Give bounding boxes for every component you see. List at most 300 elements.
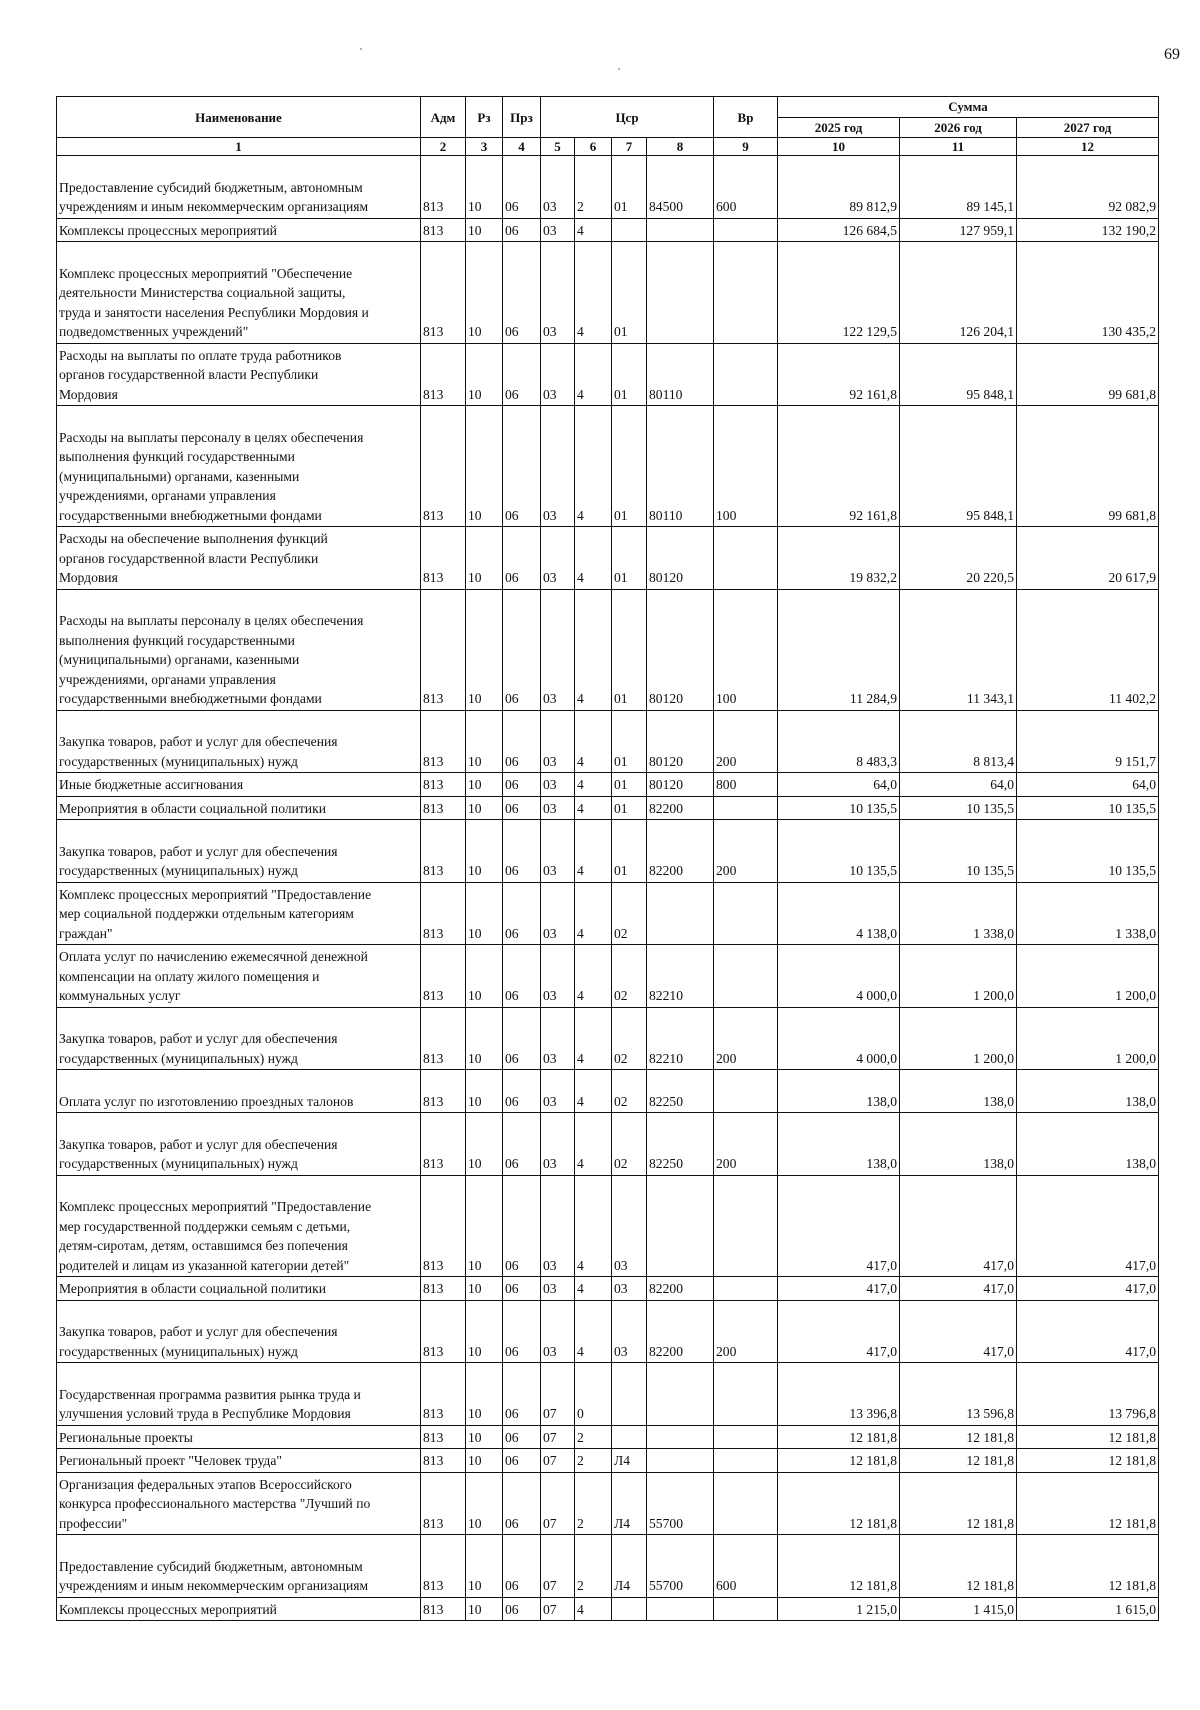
row-name xyxy=(57,882,421,945)
row-name xyxy=(57,796,421,820)
row-sum-2027: 20 617,9 xyxy=(1017,527,1159,590)
row-csr-8: 55700 xyxy=(647,1535,714,1598)
table-row xyxy=(57,773,1159,797)
row-csr-6: 4 xyxy=(575,343,612,406)
table-row xyxy=(57,156,1159,219)
row-csr-5: 03 xyxy=(541,156,575,219)
row-csr-7: 01 xyxy=(612,156,647,219)
scan-speck xyxy=(360,48,362,50)
row-sum-2025: 4 000,0 xyxy=(778,1007,900,1070)
row-csr-7: 01 xyxy=(612,406,647,527)
table-row xyxy=(57,1070,1159,1113)
table-row xyxy=(57,1363,1159,1426)
row-vr: 600 xyxy=(714,156,778,219)
row-csr-6: 4 xyxy=(575,1113,612,1176)
row-csr-8 xyxy=(647,1175,714,1277)
table-row xyxy=(57,882,1159,945)
row-name xyxy=(57,1277,421,1301)
row-rz: 10 xyxy=(466,343,503,406)
row-sum-2027: 10 135,5 xyxy=(1017,820,1159,883)
table-row xyxy=(57,406,1159,527)
row-adm: 813 xyxy=(421,820,466,883)
row-adm: 813 xyxy=(421,710,466,773)
row-name-line: Региональный проект "Человек труда" xyxy=(59,1453,282,1468)
row-name-line: Комплекс процессных мероприятий "Предоставление xyxy=(59,886,372,902)
row-prz: 06 xyxy=(503,820,541,883)
row-sum-2027: 92 082,9 xyxy=(1017,156,1159,219)
table-row xyxy=(57,1425,1159,1449)
row-rz: 10 xyxy=(466,1425,503,1449)
row-sum-2027: 11 402,2 xyxy=(1017,589,1159,710)
row-name xyxy=(57,1300,421,1363)
row-csr-7: 01 xyxy=(612,589,647,710)
row-sum-2026: 8 813,4 xyxy=(900,710,1017,773)
row-name xyxy=(57,1070,421,1113)
row-name xyxy=(57,1175,421,1277)
row-rz: 10 xyxy=(466,1300,503,1363)
row-sum-2025: 138,0 xyxy=(778,1113,900,1176)
row-csr-7: 01 xyxy=(612,710,647,773)
row-name-line: Иные бюджетные ассигнования xyxy=(59,777,244,792)
row-csr-5: 03 xyxy=(541,218,575,242)
row-name xyxy=(57,406,421,527)
row-sum-2025: 13 396,8 xyxy=(778,1363,900,1426)
table-row xyxy=(57,1472,1159,1535)
row-adm: 813 xyxy=(421,1363,466,1426)
row-csr-6: 4 xyxy=(575,1597,612,1621)
row-adm: 813 xyxy=(421,1175,466,1277)
row-sum-2025: 4 000,0 xyxy=(778,945,900,1008)
row-vr: 200 xyxy=(714,710,778,773)
row-vr: 200 xyxy=(714,820,778,883)
row-vr xyxy=(714,882,778,945)
row-name xyxy=(57,1449,421,1473)
row-prz: 06 xyxy=(503,1113,541,1176)
row-csr-5: 03 xyxy=(541,343,575,406)
row-sum-2027: 417,0 xyxy=(1017,1277,1159,1301)
row-name-line: государственных (муниципальных) нужд xyxy=(59,1343,298,1359)
row-sum-2025: 417,0 xyxy=(778,1175,900,1277)
row-name xyxy=(57,156,421,219)
row-csr-5: 07 xyxy=(541,1449,575,1473)
header-year-2025: 2025 год xyxy=(778,117,900,138)
table-row xyxy=(57,796,1159,820)
row-prz: 06 xyxy=(503,589,541,710)
row-rz: 10 xyxy=(466,1472,503,1535)
row-csr-7 xyxy=(612,218,647,242)
row-name xyxy=(57,1113,421,1176)
row-csr-8: 82250 xyxy=(647,1070,714,1113)
row-csr-6: 4 xyxy=(575,1070,612,1113)
row-csr-5: 03 xyxy=(541,1175,575,1277)
row-sum-2026: 1 200,0 xyxy=(900,945,1017,1008)
row-name xyxy=(57,242,421,344)
row-name-line: родителей и лицам из указанной категории детей" xyxy=(59,1257,350,1273)
row-name-line: Расходы на выплаты персоналу в целях обеспечения xyxy=(59,429,364,445)
row-rz: 10 xyxy=(466,589,503,710)
row-name-line: Закупка товаров, работ и услуг для обеспечения xyxy=(59,1136,338,1152)
row-prz: 06 xyxy=(503,1535,541,1598)
row-sum-2027: 12 181,8 xyxy=(1017,1449,1159,1473)
row-prz: 06 xyxy=(503,1007,541,1070)
row-adm: 813 xyxy=(421,1300,466,1363)
row-name-line: подведомственных учреждений" xyxy=(59,324,249,339)
column-number: 10 xyxy=(778,138,900,156)
row-csr-6: 4 xyxy=(575,773,612,797)
row-rz: 10 xyxy=(466,1113,503,1176)
row-name-line: улучшения условий труда в Республике Мордовия xyxy=(59,1406,351,1421)
row-rz: 10 xyxy=(466,156,503,219)
row-name-line: Мероприятия в области социальной политики xyxy=(59,1281,326,1296)
row-csr-5: 07 xyxy=(541,1472,575,1535)
row-csr-5: 03 xyxy=(541,945,575,1008)
header-sum: Сумма xyxy=(778,97,1159,118)
row-csr-7: 02 xyxy=(612,1113,647,1176)
row-adm: 813 xyxy=(421,589,466,710)
row-rz: 10 xyxy=(466,1007,503,1070)
table-row xyxy=(57,1449,1159,1473)
row-vr xyxy=(714,242,778,344)
row-sum-2025: 417,0 xyxy=(778,1300,900,1363)
row-vr xyxy=(714,527,778,590)
row-name-line: Комплексы процессных мероприятий xyxy=(59,1601,277,1617)
row-vr xyxy=(714,1425,778,1449)
row-csr-8 xyxy=(647,1363,714,1426)
row-rz: 10 xyxy=(466,945,503,1008)
row-prz: 06 xyxy=(503,1300,541,1363)
row-name-line: Мордовия xyxy=(59,386,118,402)
row-rz: 10 xyxy=(466,1597,503,1621)
row-csr-5: 03 xyxy=(541,796,575,820)
row-prz: 06 xyxy=(503,1363,541,1426)
row-prz: 06 xyxy=(503,1425,541,1449)
row-csr-7: 02 xyxy=(612,945,647,1008)
row-adm: 813 xyxy=(421,156,466,219)
row-csr-7 xyxy=(612,1425,647,1449)
row-sum-2027: 138,0 xyxy=(1017,1070,1159,1113)
row-sum-2026: 89 145,1 xyxy=(900,156,1017,219)
row-name-line: выполнения функций государственными xyxy=(59,449,295,464)
row-prz: 06 xyxy=(503,1597,541,1621)
row-sum-2027: 130 435,2 xyxy=(1017,242,1159,344)
row-name-line: государственных (муниципальных) нужд xyxy=(59,753,298,769)
table-header xyxy=(57,97,1159,156)
table-body xyxy=(57,156,1159,1621)
row-csr-8: 82210 xyxy=(647,1007,714,1070)
row-csr-6: 0 xyxy=(575,1363,612,1426)
row-csr-6: 2 xyxy=(575,1425,612,1449)
row-sum-2026: 10 135,5 xyxy=(900,796,1017,820)
row-sum-2026: 12 181,8 xyxy=(900,1472,1017,1535)
row-name xyxy=(57,1007,421,1070)
column-number: 9 xyxy=(714,138,778,156)
row-csr-8 xyxy=(647,218,714,242)
row-sum-2027: 1 200,0 xyxy=(1017,945,1159,1008)
row-sum-2025: 12 181,8 xyxy=(778,1535,900,1598)
row-sum-2026: 10 135,5 xyxy=(900,820,1017,883)
row-rz: 10 xyxy=(466,1175,503,1277)
row-adm: 813 xyxy=(421,1597,466,1621)
row-csr-8: 80120 xyxy=(647,773,714,797)
row-name-line: Расходы на выплаты персоналу в целях обеспечения xyxy=(59,613,364,628)
row-prz: 06 xyxy=(503,343,541,406)
row-sum-2026: 11 343,1 xyxy=(900,589,1017,710)
row-rz: 10 xyxy=(466,882,503,945)
row-sum-2025: 10 135,5 xyxy=(778,820,900,883)
row-csr-6: 4 xyxy=(575,796,612,820)
row-rz: 10 xyxy=(466,218,503,242)
row-name-line: государственных (муниципальных) нужд xyxy=(59,1050,298,1066)
row-adm: 813 xyxy=(421,1070,466,1113)
row-rz: 10 xyxy=(466,1070,503,1113)
row-prz: 06 xyxy=(503,218,541,242)
row-name-line: государственных (муниципальных) нужд xyxy=(59,1156,298,1171)
row-adm: 813 xyxy=(421,1425,466,1449)
table-row xyxy=(57,242,1159,344)
row-adm: 813 xyxy=(421,796,466,820)
row-csr-6: 2 xyxy=(575,1449,612,1473)
row-rz: 10 xyxy=(466,242,503,344)
row-prz: 06 xyxy=(503,1175,541,1277)
row-sum-2027: 9 151,7 xyxy=(1017,710,1159,773)
row-sum-2025: 417,0 xyxy=(778,1277,900,1301)
row-csr-8: 80120 xyxy=(647,527,714,590)
column-number: 4 xyxy=(503,138,541,156)
row-sum-2026: 1 338,0 xyxy=(900,882,1017,945)
row-name-line: Комплекс процессных мероприятий "Предоставление xyxy=(59,1199,372,1214)
row-csr-7: 02 xyxy=(612,1070,647,1113)
row-rz: 10 xyxy=(466,820,503,883)
row-csr-6: 4 xyxy=(575,1007,612,1070)
row-vr xyxy=(714,218,778,242)
row-csr-7: 01 xyxy=(612,527,647,590)
row-sum-2027: 1 200,0 xyxy=(1017,1007,1159,1070)
row-csr-7: 01 xyxy=(612,242,647,344)
column-number: 3 xyxy=(466,138,503,156)
row-sum-2027: 12 181,8 xyxy=(1017,1425,1159,1449)
row-vr xyxy=(714,1175,778,1277)
row-name-line: коммунальных услуг xyxy=(59,988,181,1003)
row-name xyxy=(57,527,421,590)
row-vr: 200 xyxy=(714,1007,778,1070)
header-rz: Рз xyxy=(466,97,503,138)
row-rz: 10 xyxy=(466,1535,503,1598)
row-prz: 06 xyxy=(503,156,541,219)
row-csr-6: 4 xyxy=(575,527,612,590)
row-name xyxy=(57,1472,421,1535)
row-name-line: Оплата услуг по начислению ежемесячной денежной xyxy=(59,949,368,964)
row-name xyxy=(57,1597,421,1621)
row-csr-7: 03 xyxy=(612,1175,647,1277)
row-csr-8: 55700 xyxy=(647,1472,714,1535)
row-adm: 813 xyxy=(421,1277,466,1301)
row-prz: 06 xyxy=(503,773,541,797)
row-name-line: учреждениями, органами управления xyxy=(59,488,276,503)
row-sum-2026: 127 959,1 xyxy=(900,218,1017,242)
row-sum-2026: 138,0 xyxy=(900,1113,1017,1176)
row-sum-2027: 132 190,2 xyxy=(1017,218,1159,242)
row-csr-5: 03 xyxy=(541,820,575,883)
row-name xyxy=(57,1425,421,1449)
row-name xyxy=(57,710,421,773)
row-csr-8 xyxy=(647,1597,714,1621)
row-csr-5: 07 xyxy=(541,1597,575,1621)
row-sum-2027: 99 681,8 xyxy=(1017,343,1159,406)
row-vr xyxy=(714,1277,778,1301)
row-name-line: Комплексы процессных мероприятий xyxy=(59,222,277,238)
row-csr-8: 82200 xyxy=(647,1300,714,1363)
row-vr xyxy=(714,1070,778,1113)
row-vr: 800 xyxy=(714,773,778,797)
row-sum-2026: 138,0 xyxy=(900,1070,1017,1113)
table-row xyxy=(57,1113,1159,1176)
row-adm: 813 xyxy=(421,1007,466,1070)
row-csr-5: 03 xyxy=(541,710,575,773)
table-row xyxy=(57,1175,1159,1277)
row-name-line: учреждениям и иным некоммерческим организациям xyxy=(59,199,369,214)
row-csr-5: 03 xyxy=(541,1007,575,1070)
row-adm: 813 xyxy=(421,242,466,344)
row-sum-2026: 12 181,8 xyxy=(900,1535,1017,1598)
table-row xyxy=(57,1597,1159,1621)
row-prz: 06 xyxy=(503,1472,541,1535)
row-sum-2026: 64,0 xyxy=(900,773,1017,797)
table-row xyxy=(57,343,1159,406)
row-vr xyxy=(714,343,778,406)
row-name-line: Закупка товаров, работ и услуг для обеспечения xyxy=(59,734,338,749)
row-csr-6: 4 xyxy=(575,820,612,883)
row-vr: 600 xyxy=(714,1535,778,1598)
row-csr-7: Л4 xyxy=(612,1449,647,1473)
row-csr-5: 07 xyxy=(541,1425,575,1449)
row-csr-7: 02 xyxy=(612,1007,647,1070)
row-sum-2026: 1 200,0 xyxy=(900,1007,1017,1070)
table-row xyxy=(57,1535,1159,1598)
row-name-line: конкурса профессионального мастерства "Лучший по xyxy=(59,1496,371,1511)
row-vr xyxy=(714,945,778,1008)
row-csr-5: 03 xyxy=(541,1113,575,1176)
row-csr-8 xyxy=(647,1425,714,1449)
row-name-line: профессии" xyxy=(59,1515,128,1531)
row-sum-2027: 417,0 xyxy=(1017,1175,1159,1277)
row-sum-2025: 138,0 xyxy=(778,1070,900,1113)
table-row xyxy=(57,1277,1159,1301)
row-name-line: Государственная программа развития рынка труда и xyxy=(59,1386,361,1402)
row-csr-8: 82200 xyxy=(647,1277,714,1301)
row-name xyxy=(57,589,421,710)
column-number: 7 xyxy=(612,138,647,156)
row-sum-2025: 126 684,5 xyxy=(778,218,900,242)
row-sum-2025: 122 129,5 xyxy=(778,242,900,344)
column-number: 2 xyxy=(421,138,466,156)
row-csr-5: 03 xyxy=(541,773,575,797)
row-prz: 06 xyxy=(503,527,541,590)
header-csr: Цср xyxy=(541,97,714,138)
row-adm: 813 xyxy=(421,218,466,242)
row-sum-2025: 8 483,3 xyxy=(778,710,900,773)
row-name-line: детям-сиротам, детям, оставшимся без попечения xyxy=(59,1238,348,1253)
row-prz: 06 xyxy=(503,1277,541,1301)
row-csr-5: 07 xyxy=(541,1363,575,1426)
row-adm: 813 xyxy=(421,1472,466,1535)
row-sum-2025: 10 135,5 xyxy=(778,796,900,820)
row-rz: 10 xyxy=(466,1449,503,1473)
row-adm: 813 xyxy=(421,1113,466,1176)
row-csr-6: 2 xyxy=(575,1535,612,1598)
row-name-line: труда и занятости населения Республики Мордовия и xyxy=(59,304,369,320)
row-name xyxy=(57,218,421,242)
row-sum-2027: 64,0 xyxy=(1017,773,1159,797)
row-sum-2026: 417,0 xyxy=(900,1277,1017,1301)
row-sum-2027: 417,0 xyxy=(1017,1300,1159,1363)
row-sum-2025: 11 284,9 xyxy=(778,589,900,710)
row-csr-8: 80120 xyxy=(647,710,714,773)
table-row xyxy=(57,527,1159,590)
row-rz: 10 xyxy=(466,527,503,590)
row-vr xyxy=(714,1363,778,1426)
row-prz: 06 xyxy=(503,1449,541,1473)
row-csr-7: Л4 xyxy=(612,1472,647,1535)
page-number: 69 xyxy=(1164,46,1180,63)
header-name: Наименование xyxy=(57,97,421,138)
row-name-line: государственными внебюджетными фондами xyxy=(59,691,322,706)
row-csr-6: 4 xyxy=(575,1277,612,1301)
row-name-line: Расходы на обеспечение выполнения функций xyxy=(59,531,328,546)
row-prz: 06 xyxy=(503,710,541,773)
row-csr-7: 01 xyxy=(612,796,647,820)
row-sum-2026: 20 220,5 xyxy=(900,527,1017,590)
row-adm: 813 xyxy=(421,343,466,406)
row-csr-7: 01 xyxy=(612,343,647,406)
row-name-line: учреждениям и иным некоммерческим организациям xyxy=(59,1578,369,1593)
row-name xyxy=(57,945,421,1008)
row-csr-8: 80120 xyxy=(647,589,714,710)
row-prz: 06 xyxy=(503,945,541,1008)
row-name-line: (муниципальными) органами, казенными xyxy=(59,652,300,667)
row-csr-8 xyxy=(647,242,714,344)
row-sum-2025: 64,0 xyxy=(778,773,900,797)
row-vr xyxy=(714,796,778,820)
row-sum-2025: 12 181,8 xyxy=(778,1425,900,1449)
row-name xyxy=(57,343,421,406)
row-rz: 10 xyxy=(466,1277,503,1301)
header-year-2027: 2027 год xyxy=(1017,117,1159,138)
row-rz: 10 xyxy=(466,1363,503,1426)
row-rz: 10 xyxy=(466,406,503,527)
row-csr-6: 4 xyxy=(575,882,612,945)
row-csr-7: 01 xyxy=(612,820,647,883)
row-csr-8: 80110 xyxy=(647,343,714,406)
row-csr-7 xyxy=(612,1597,647,1621)
row-rz: 10 xyxy=(466,796,503,820)
row-vr xyxy=(714,1597,778,1621)
row-csr-7: 01 xyxy=(612,773,647,797)
row-adm: 813 xyxy=(421,945,466,1008)
row-csr-8: 82200 xyxy=(647,820,714,883)
row-name-line: государственных (муниципальных) нужд xyxy=(59,863,298,878)
row-sum-2026: 126 204,1 xyxy=(900,242,1017,344)
row-csr-6: 4 xyxy=(575,242,612,344)
row-sum-2026: 13 596,8 xyxy=(900,1363,1017,1426)
header-adm: Адм xyxy=(421,97,466,138)
row-adm: 813 xyxy=(421,406,466,527)
row-sum-2025: 92 161,8 xyxy=(778,406,900,527)
row-sum-2026: 417,0 xyxy=(900,1300,1017,1363)
row-sum-2026: 12 181,8 xyxy=(900,1449,1017,1473)
row-vr xyxy=(714,1472,778,1535)
row-adm: 813 xyxy=(421,1449,466,1473)
row-csr-5: 03 xyxy=(541,242,575,344)
